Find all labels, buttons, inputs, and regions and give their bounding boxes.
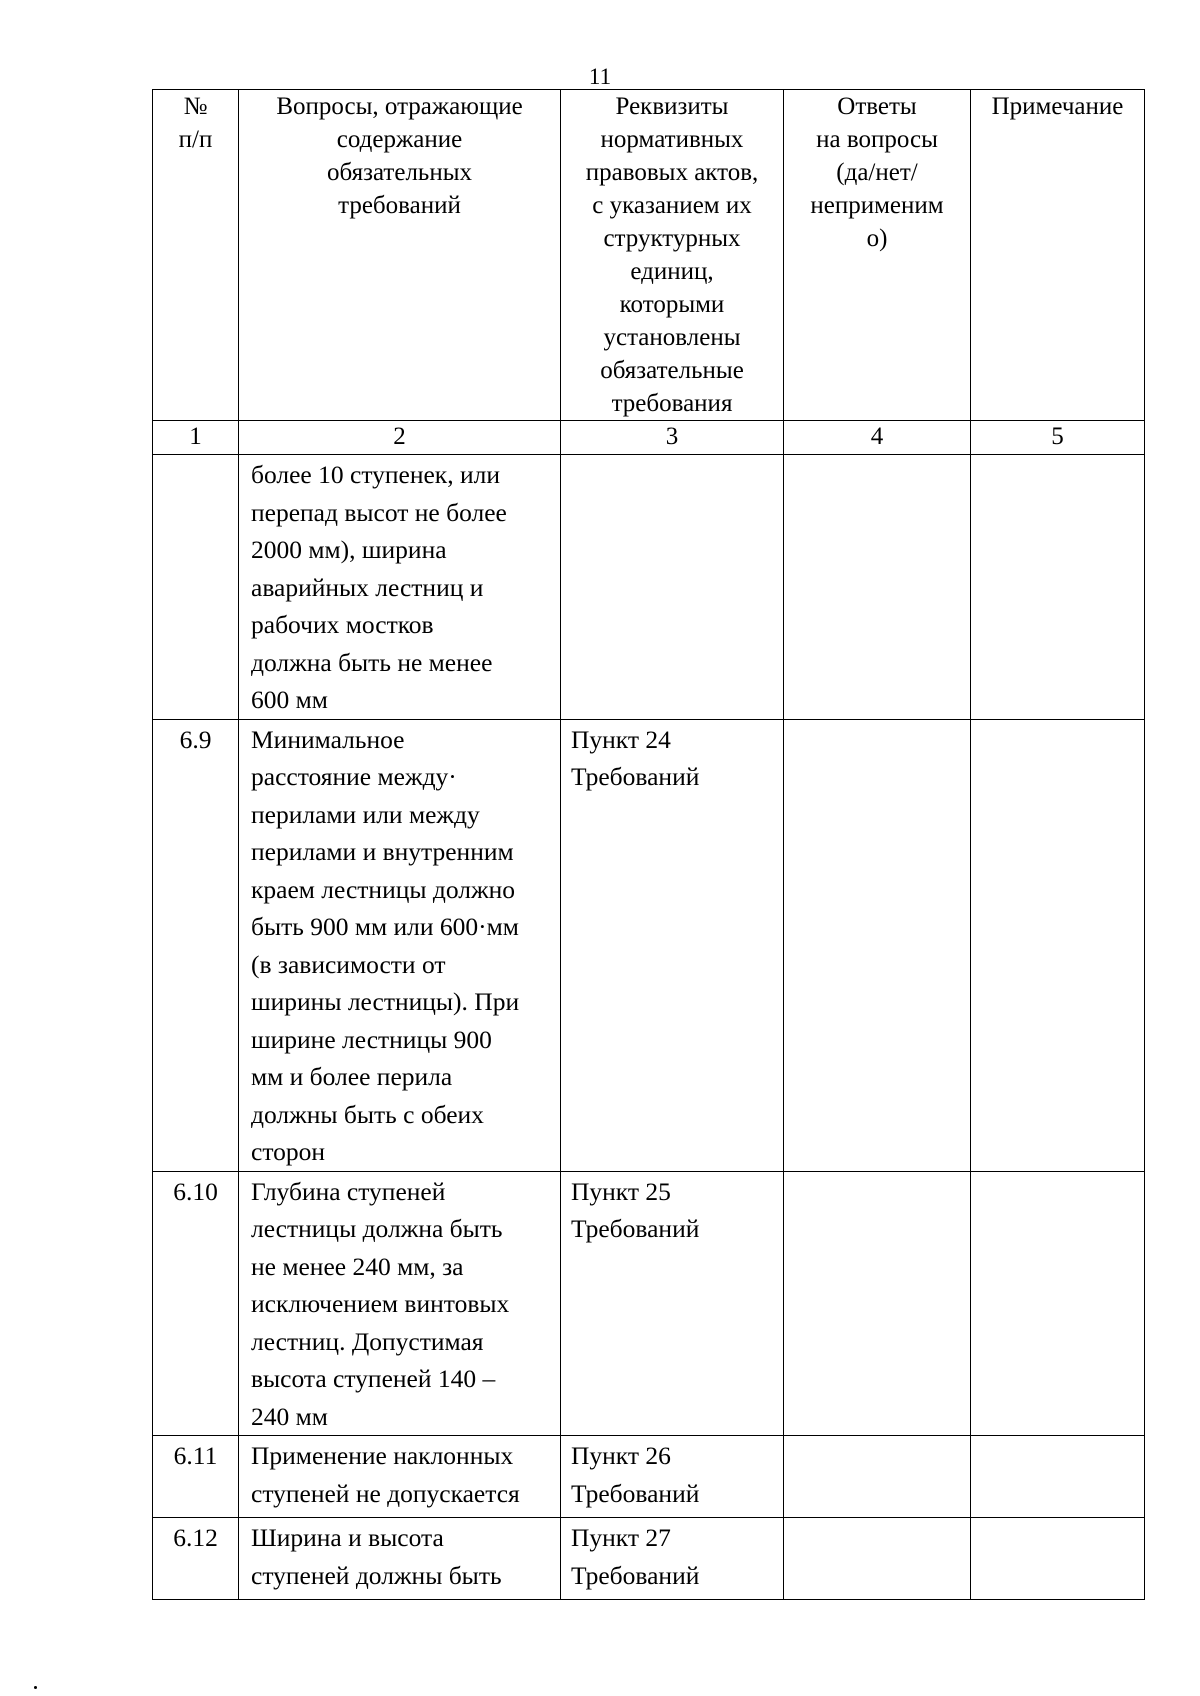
row-answer [784,455,971,720]
row-note [971,1171,1145,1436]
row-question: Ширина и высота ступеней должны быть [239,1518,561,1600]
row-question: Применение наклонных ступеней не допускается [239,1436,561,1518]
row-reference: Пункт 25 Требований [561,1171,784,1436]
row-number: 6.12 [153,1518,239,1600]
row-number [153,455,239,720]
requirements-table [152,89,1145,1600]
header-number: № п/п [153,90,239,421]
column-number: 3 [561,421,784,455]
row-answer [784,1171,971,1436]
column-numbers-row [153,421,1145,455]
row-reference: Пункт 27 Требований [561,1518,784,1600]
table-row [153,1171,1145,1436]
row-question: Глубина ступеней лестницы должна быть не менее 240 мм, за исключением винтовых лестниц. Допустимая высота ступеней 140 – 240 мм [239,1171,561,1436]
page-number: 11 [588,64,612,89]
row-reference: Пункт 26 Требований [561,1436,784,1518]
column-number: 2 [239,421,561,455]
row-question: более 10 ступенек, или перепад высот не более 2000 мм), ширина аварийных лестниц и рабочих мостков должна быть не менее 600 мм [239,455,561,720]
row-answer [784,1436,971,1518]
header-questions: Вопросы, отражающие содержание обязательных требований [239,90,561,421]
table-header-row [153,90,1145,421]
row-answer [784,719,971,1171]
header-answers: Ответы на вопросы (да/нет/ неприменим о) [784,90,971,421]
column-number: 4 [784,421,971,455]
row-number: 6.11 [153,1436,239,1518]
row-number: 6.9 [153,719,239,1171]
column-number: 5 [971,421,1145,455]
scan-speck [34,1686,37,1689]
row-question: Минимальное расстояние между· перилами или между перилами и внутренним краем лестницы должно быть 900 мм или 600·мм (в зависимости от ширины лестницы). При ширине лестницы 900 мм и более перила должны быть с обеих сторон [239,719,561,1171]
table-row [153,1436,1145,1518]
row-reference [561,455,784,720]
row-answer [784,1518,971,1600]
row-number: 6.10 [153,1171,239,1436]
table-row [153,719,1145,1171]
column-number: 1 [153,421,239,455]
row-note [971,1436,1145,1518]
row-note [971,1518,1145,1600]
row-note [971,719,1145,1171]
row-note [971,455,1145,720]
row-reference: Пункт 24 Требований [561,719,784,1171]
header-references: Реквизиты нормативных правовых актов, с указанием их структурных единиц, которыми установлены обязательные требования [561,90,784,421]
table-row [153,455,1145,720]
header-note: Примечание [971,90,1145,421]
table-row [153,1518,1145,1600]
